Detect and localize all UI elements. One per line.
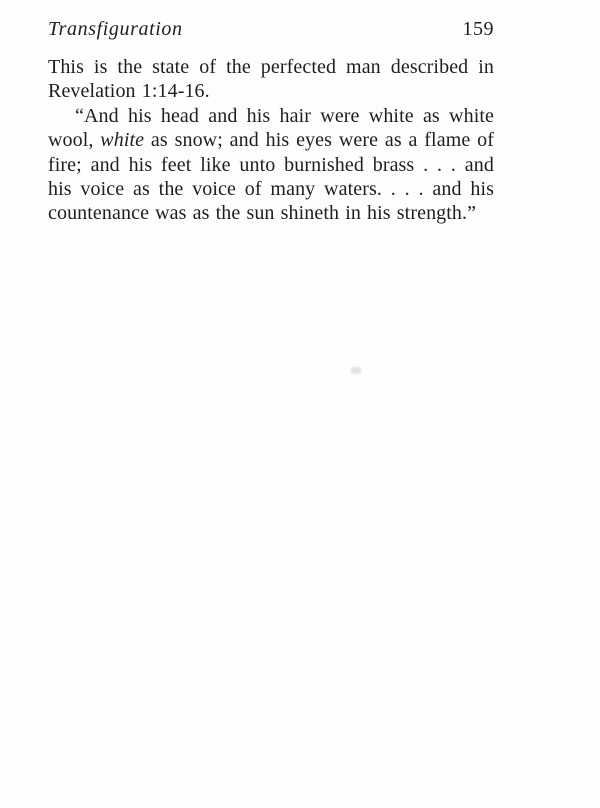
- page-number: 159: [462, 18, 494, 40]
- paragraph-intro: This is the state of the perfected man described in Revelation 1:14-16.: [48, 56, 494, 103]
- quote-text-after-italic: as snow; and his eyes were as a flame of fire; and his feet like unto burnished brass . . . and his voice as the voice of many waters. . . . and his countenance was as the sun shineth in his strength.”: [48, 129, 494, 225]
- page-header: [48, 18, 494, 41]
- quote-text-before-italic: “And his head and his hair were white as white wool,: [48, 104, 494, 152]
- quote-italic-word: white: [100, 129, 145, 152]
- page-body: [48, 55, 494, 226]
- scan-smudge-artifact: [351, 367, 361, 374]
- running-title: Transfiguration: [48, 18, 183, 40]
- paragraph-quote: [48, 104, 494, 226]
